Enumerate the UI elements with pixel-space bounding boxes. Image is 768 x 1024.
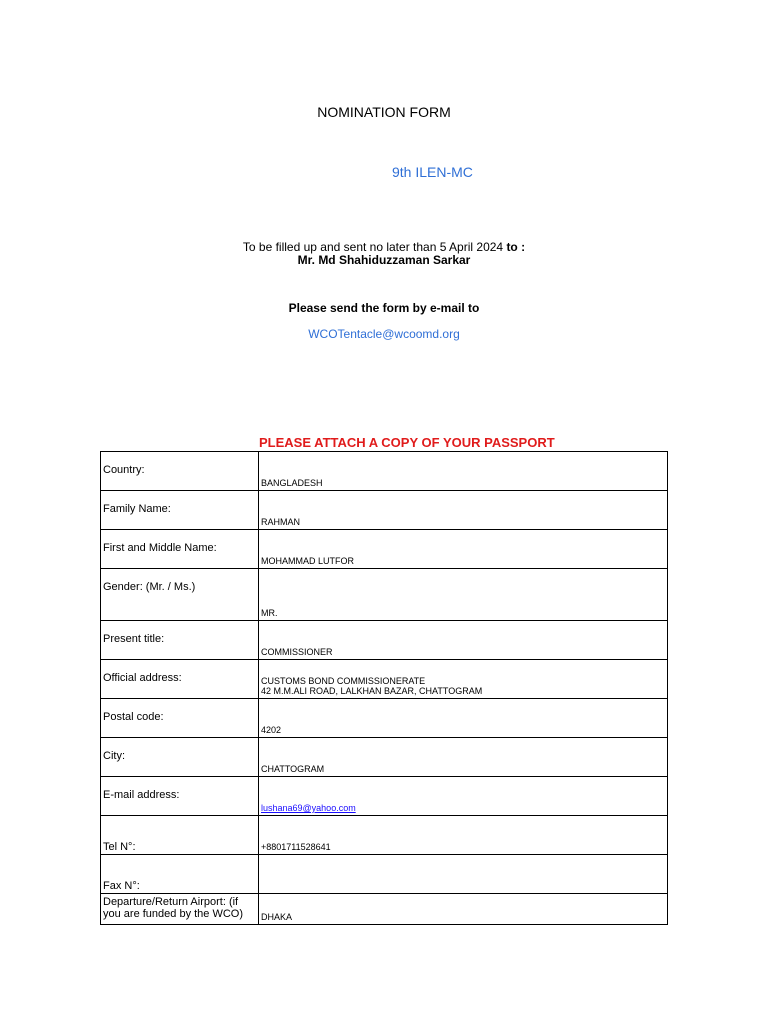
tel-label: Tel N°: xyxy=(101,816,259,855)
official-address-line2: 42 M.M.ALI ROAD, LALKHAN BAZAR, CHATTOGRAM xyxy=(261,686,483,696)
tel-value[interactable]: +8801711528641 xyxy=(259,816,668,855)
family-name-label: Family Name: xyxy=(101,491,259,530)
row-family-name xyxy=(101,491,668,530)
row-present-title xyxy=(101,621,668,660)
row-city xyxy=(101,738,668,777)
fax-value[interactable] xyxy=(259,855,668,894)
passport-notice: PLEASE ATTACH A COPY OF YOUR PASSPORT xyxy=(259,435,555,450)
present-title-label: Present title: xyxy=(101,621,259,660)
deadline-text: To be filled up and sent no later than 5 April 2024 xyxy=(242,240,504,254)
present-title-value[interactable]: COMMISSIONER xyxy=(259,621,668,660)
family-name-value[interactable]: RAHMAN xyxy=(259,491,668,530)
row-postal-code xyxy=(101,699,668,738)
row-fax xyxy=(101,855,668,894)
form-title: NOMINATION FORM xyxy=(317,104,451,120)
row-tel xyxy=(101,816,668,855)
airport-label: Departure/Return Airport: (if you are funded by the WCO) xyxy=(101,894,259,925)
deadline-to: to : xyxy=(506,240,526,254)
official-address-label: Official address: xyxy=(101,660,259,699)
city-label: City: xyxy=(101,738,259,777)
country-value[interactable]: BANGLADESH xyxy=(259,452,668,491)
airport-value[interactable]: DHAKA xyxy=(259,894,668,925)
send-email-link[interactable]: WCOTentacle@wcoomd.org xyxy=(308,327,460,341)
city-value[interactable]: CHATTOGRAM xyxy=(259,738,668,777)
gender-value[interactable]: MR. xyxy=(259,569,668,621)
row-official-address xyxy=(101,660,668,699)
email-value-cell[interactable] xyxy=(259,777,668,816)
send-instruction: Please send the form by e-mail to xyxy=(288,301,480,315)
country-label: Country: xyxy=(101,452,259,491)
first-middle-name-value[interactable]: MOHAMMAD LUTFOR xyxy=(259,530,668,569)
official-address-line1: CUSTOMS BOND COMMISSIONERATE xyxy=(261,676,426,686)
row-country xyxy=(101,452,668,491)
row-gender xyxy=(101,569,668,621)
deadline-block xyxy=(0,241,768,267)
postal-code-label: Postal code: xyxy=(101,699,259,738)
fax-label: Fax N°: xyxy=(101,855,259,894)
gender-label: Gender: (Mr. / Ms.) xyxy=(101,569,259,621)
recipient-name: Mr. Md Shahiduzzaman Sarkar xyxy=(297,253,471,267)
row-first-middle-name xyxy=(101,530,668,569)
row-airport xyxy=(101,894,668,925)
official-address-value[interactable] xyxy=(259,660,668,699)
postal-code-value[interactable]: 4202 xyxy=(259,699,668,738)
email-link[interactable]: lushana69@yahoo.com xyxy=(261,803,356,813)
email-label: E-mail address: xyxy=(101,777,259,816)
event-name: 9th ILEN-MC xyxy=(392,164,473,180)
nomination-table xyxy=(100,451,668,925)
first-middle-name-label: First and Middle Name: xyxy=(101,530,259,569)
row-email xyxy=(101,777,668,816)
